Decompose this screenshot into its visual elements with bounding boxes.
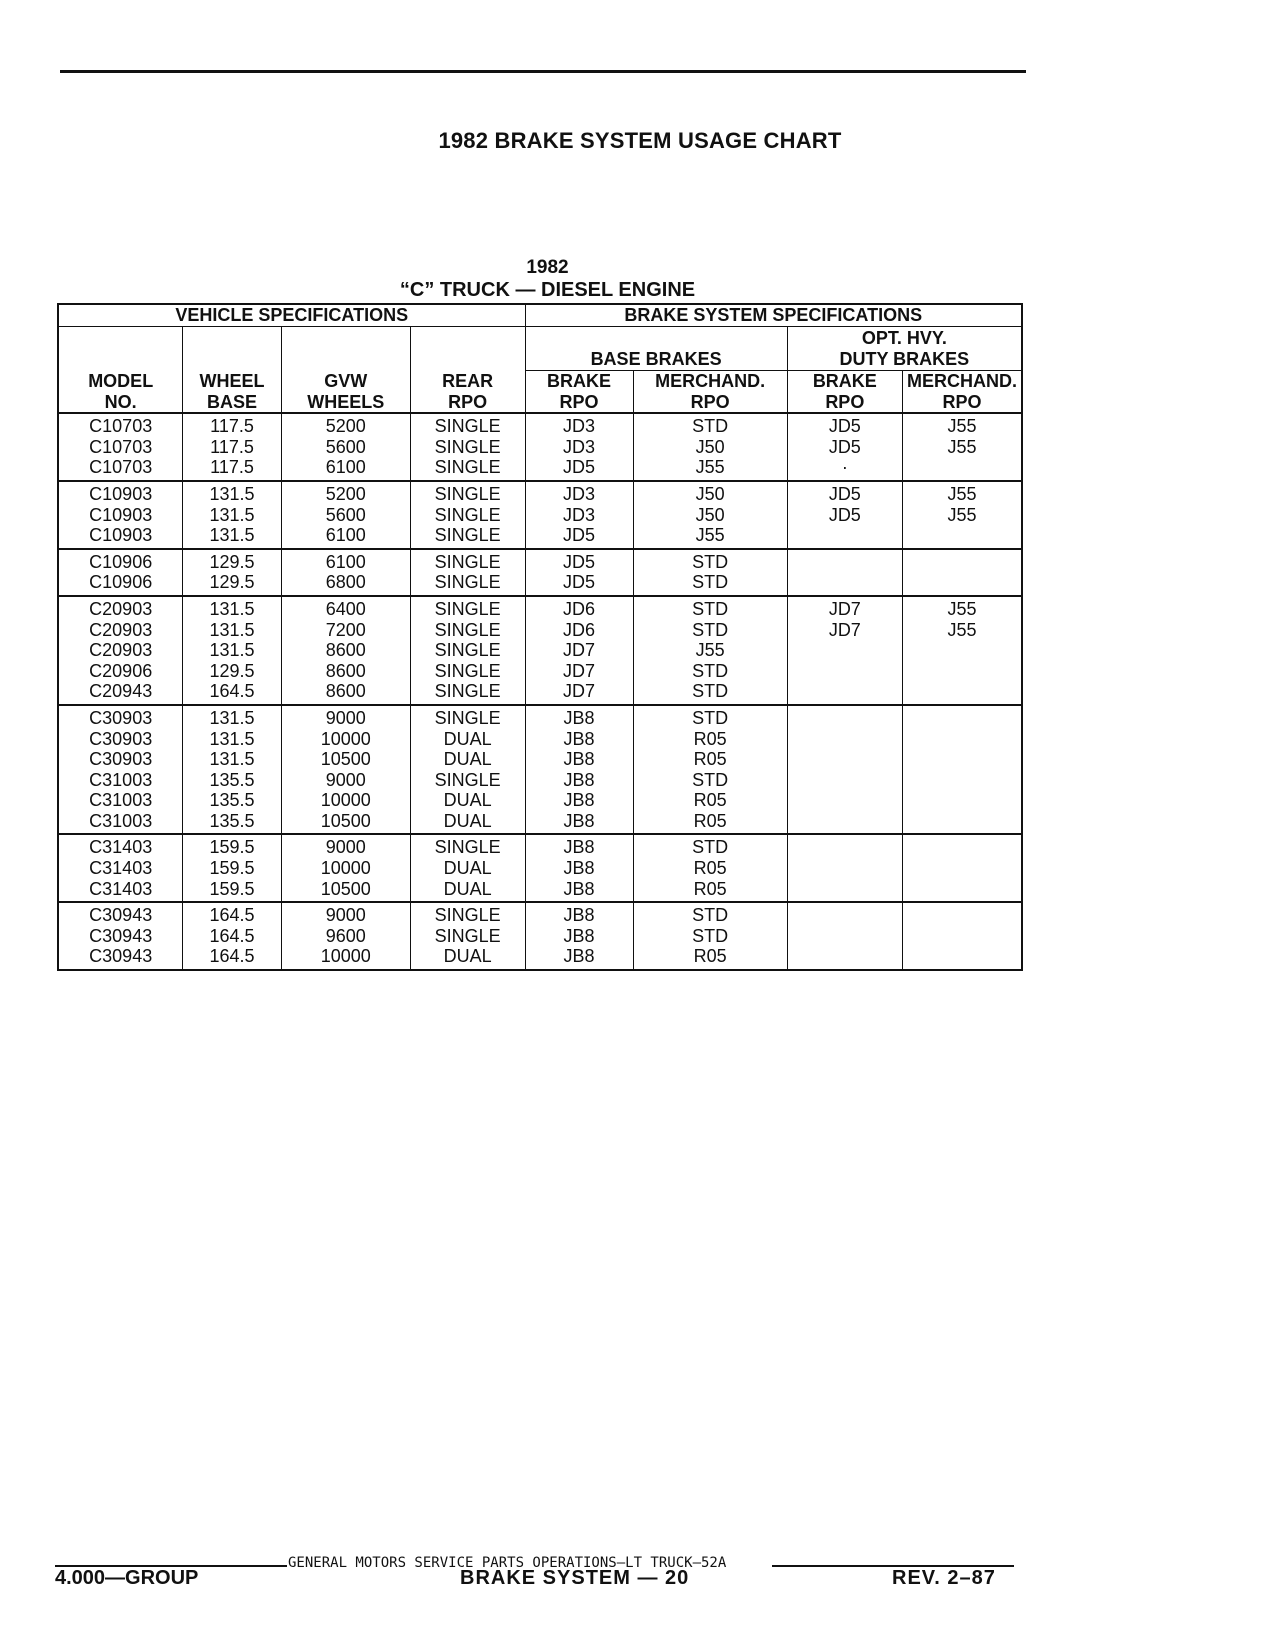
cell-value: JD6: [563, 619, 596, 640]
cell-value: J55: [947, 598, 977, 619]
cell-value: JD5: [563, 572, 596, 593]
cell-value: 131.5: [209, 483, 255, 504]
brake-rpo-cell: [525, 596, 633, 705]
cell-value: JB8: [563, 858, 595, 879]
cell-value: SINGLE: [434, 925, 501, 946]
cell-value: [903, 640, 1021, 661]
cell-value: JB8: [563, 769, 595, 790]
cell-value: J55: [695, 525, 725, 546]
header-spacer: [58, 327, 183, 371]
opt-merchand-rpo-cell: [903, 481, 1023, 549]
cell-value: C10903: [89, 483, 153, 504]
opt-brake-rpo-cell: [787, 902, 902, 970]
cell-value: [903, 708, 1021, 729]
cell-value: 6400: [325, 598, 366, 619]
cell-value: SINGLE: [434, 416, 501, 437]
rear-rpo-cell: [410, 481, 525, 549]
cell-value: [788, 879, 902, 900]
cell-value: 159.5: [209, 858, 255, 879]
cell-value: STD: [692, 572, 729, 593]
cell-value: C30903: [89, 749, 153, 770]
model-no-cell: [58, 902, 183, 970]
cell-value: C10703: [89, 457, 153, 478]
wheel-base-cell: [183, 481, 281, 549]
col-model-no: MODEL NO.: [58, 371, 183, 414]
cell-value: [788, 749, 902, 770]
cell-value: SINGLE: [434, 483, 501, 504]
opt-brake-rpo-cell: [787, 705, 902, 835]
cell-value: C20903: [89, 640, 153, 661]
rear-rpo-cell: [410, 413, 525, 481]
cell-value: SINGLE: [434, 457, 501, 478]
cell-value: [903, 858, 1021, 879]
cell-value: JB8: [563, 946, 595, 967]
cell-value: [903, 457, 1021, 478]
cell-value: JB8: [563, 749, 595, 770]
cell-value: 9000: [325, 707, 366, 728]
cell-value: C30943: [89, 905, 153, 926]
cell-value: 117.5: [210, 457, 254, 478]
cell-value: C10903: [89, 525, 153, 546]
cell-value: [903, 837, 1021, 858]
cell-value: 10000: [320, 728, 371, 749]
col-opt-merchand-rpo: MERCHAND. RPO: [903, 371, 1023, 414]
cell-value: 117.5: [210, 416, 254, 437]
cell-value: C10906: [89, 572, 153, 593]
cell-value: [788, 926, 902, 947]
col-opt-brake-rpo: BRAKE RPO: [787, 371, 902, 414]
cell-value: 10000: [320, 946, 371, 967]
cell-value: R05: [693, 858, 727, 879]
cell-value: 129.5: [209, 551, 255, 572]
cell-value: DUAL: [443, 878, 492, 899]
cell-value: [903, 552, 1021, 573]
cell-value: SINGLE: [434, 572, 501, 593]
cell-value: C31403: [89, 837, 153, 858]
table-subtitle: “C” TRUCK — DIESEL ENGINE: [399, 279, 696, 301]
cell-value: SINGLE: [434, 598, 501, 619]
cell-value: [788, 708, 902, 729]
brake-rpo-cell: [525, 549, 633, 596]
cell-value: J55: [947, 619, 977, 640]
cell-value: JD7: [563, 681, 596, 702]
page-title: 1982 BRAKE SYSTEM USAGE CHART: [438, 128, 842, 153]
opt-hvy-line1: OPT. HVY.: [861, 327, 947, 348]
cell-value: JB8: [563, 790, 595, 811]
cell-value: J55: [947, 504, 977, 525]
cell-value: 131.5: [209, 749, 255, 770]
brake-rpo-cell: [525, 413, 633, 481]
cell-value: [903, 729, 1021, 750]
cell-value: JB8: [563, 837, 595, 858]
opt-merchand-rpo-cell: [903, 902, 1023, 970]
cell-value: SINGLE: [434, 707, 501, 728]
cell-value: 10500: [320, 810, 371, 831]
cell-value: J55: [695, 457, 725, 478]
cell-value: C30943: [89, 925, 153, 946]
table-group: [58, 902, 1022, 970]
table-row: [58, 705, 1022, 835]
brake-system-specifications-header: BRAKE SYSTEM SPECIFICATIONS: [525, 304, 1022, 327]
cell-value: C10906: [89, 551, 153, 572]
cell-value: JD7: [563, 660, 596, 681]
brake-rpo-cell: [525, 902, 633, 970]
cell-value: [788, 905, 902, 926]
cell-value: 5200: [325, 416, 366, 437]
cell-value: 164.5: [209, 925, 255, 946]
opt-merchand-rpo-cell: [903, 596, 1023, 705]
col-gvw-wheels: GVW WHEELS: [281, 371, 410, 414]
cell-value: JD7: [828, 598, 861, 619]
cell-value: 5600: [325, 436, 366, 457]
cell-value: SINGLE: [434, 436, 501, 457]
cell-value: STD: [692, 598, 729, 619]
cell-value: ·: [841, 457, 848, 478]
cell-value: 9600: [325, 925, 366, 946]
cell-value: C20943: [89, 681, 153, 702]
table-row: [58, 413, 1022, 481]
cell-value: 10500: [320, 749, 371, 770]
cell-value: 9000: [325, 769, 366, 790]
gvw-cell: [281, 834, 410, 902]
cell-value: 6100: [325, 457, 366, 478]
cell-value: 131.5: [209, 707, 255, 728]
cell-value: JD5: [828, 483, 861, 504]
cell-value: J50: [695, 436, 725, 457]
brake-rpo-cell: [525, 705, 633, 835]
cell-value: JB8: [563, 810, 595, 831]
cell-value: [903, 790, 1021, 811]
cell-value: DUAL: [443, 790, 492, 811]
rear-rpo-cell: [410, 834, 525, 902]
cell-value: 159.5: [209, 878, 255, 899]
cell-value: SINGLE: [434, 837, 501, 858]
cell-value: C30903: [89, 707, 153, 728]
cell-value: C30903: [89, 728, 153, 749]
merchand-rpo-cell: [633, 596, 787, 705]
cell-value: C10703: [89, 416, 153, 437]
wheel-base-cell: [183, 834, 281, 902]
cell-value: [788, 946, 902, 967]
cell-value: R05: [693, 810, 727, 831]
cell-value: JD5: [563, 525, 596, 546]
cell-value: [788, 790, 902, 811]
cell-value: [788, 837, 902, 858]
table-group: [58, 705, 1022, 835]
cell-value: STD: [692, 925, 729, 946]
cell-value: SINGLE: [434, 525, 501, 546]
col-wheel-base: WHEEL BASE: [183, 371, 281, 414]
table-group: [58, 596, 1022, 705]
cell-value: JB8: [563, 707, 595, 728]
cell-value: SINGLE: [434, 640, 501, 661]
cell-value: [903, 525, 1021, 546]
header-spacer: [183, 327, 281, 371]
cell-value: [788, 661, 902, 682]
cell-value: C31403: [89, 878, 153, 899]
opt-merchand-rpo-cell: [903, 705, 1023, 835]
cell-value: STD: [692, 681, 729, 702]
merchand-rpo-cell: [633, 705, 787, 835]
opt-brake-rpo-cell: [787, 549, 902, 596]
cell-value: C10703: [89, 436, 153, 457]
cell-value: STD: [692, 707, 729, 728]
model-no-cell: [58, 413, 183, 481]
table-row: [58, 902, 1022, 970]
cell-value: [903, 681, 1021, 702]
cell-value: 164.5: [209, 681, 255, 702]
cell-value: R05: [693, 878, 727, 899]
cell-value: 10000: [320, 790, 371, 811]
cell-value: [788, 811, 902, 832]
cell-value: [788, 729, 902, 750]
cell-value: C10903: [89, 504, 153, 525]
cell-value: DUAL: [443, 728, 492, 749]
footer-group: 4.000—GROUP: [55, 1567, 199, 1589]
cell-value: [788, 572, 902, 593]
cell-value: R05: [693, 728, 727, 749]
cell-value: STD: [692, 619, 729, 640]
cell-value: 131.5: [209, 598, 255, 619]
cell-value: [788, 640, 902, 661]
cell-value: JD5: [828, 416, 861, 437]
cell-value: J50: [695, 483, 725, 504]
cell-value: 6100: [325, 525, 366, 546]
table-group: [58, 549, 1022, 596]
cell-value: JD3: [563, 416, 596, 437]
footer-section: BRAKE SYSTEM — 20: [460, 1567, 690, 1589]
cell-value: [788, 525, 902, 546]
cell-value: [788, 858, 902, 879]
brake-rpo-cell: [525, 834, 633, 902]
cell-value: JD3: [563, 504, 596, 525]
opt-hvy-duty-header: [787, 327, 1022, 371]
cell-value: 135.5: [209, 790, 255, 811]
base-brakes-header: BASE BRAKES: [525, 327, 787, 371]
cell-value: JB8: [563, 925, 595, 946]
col-merchand-rpo: MERCHAND. RPO: [633, 371, 787, 414]
opt-merchand-rpo-cell: [903, 834, 1023, 902]
table-group: [58, 481, 1022, 549]
opt-hvy-line2: DUTY BRAKES: [839, 348, 970, 369]
cell-value: JD6: [563, 598, 596, 619]
cell-value: 5200: [325, 483, 366, 504]
cell-value: C20906: [89, 660, 153, 681]
cell-value: SINGLE: [434, 769, 501, 790]
cell-value: [903, 926, 1021, 947]
cell-value: 9000: [325, 905, 366, 926]
merchand-rpo-cell: [633, 549, 787, 596]
cell-value: JB8: [563, 905, 595, 926]
cell-value: C31003: [89, 769, 153, 790]
cell-value: 131.5: [209, 525, 255, 546]
cell-value: JD7: [563, 640, 596, 661]
cell-value: 7200: [325, 619, 366, 640]
cell-value: [903, 811, 1021, 832]
cell-value: 5600: [325, 504, 366, 525]
wheel-base-cell: [183, 902, 281, 970]
table-year: 1982: [526, 257, 569, 278]
cell-value: J55: [695, 640, 725, 661]
cell-value: 135.5: [209, 769, 255, 790]
cell-value: 129.5: [209, 660, 255, 681]
cell-value: 10500: [320, 878, 371, 899]
cell-value: SINGLE: [434, 619, 501, 640]
gvw-cell: [281, 902, 410, 970]
cell-value: C30943: [89, 946, 153, 967]
cell-value: 9000: [325, 837, 366, 858]
wheel-base-cell: [183, 596, 281, 705]
merchand-rpo-cell: [633, 481, 787, 549]
cell-value: 8600: [325, 640, 366, 661]
wheel-base-cell: [183, 549, 281, 596]
cell-value: 10000: [320, 858, 371, 879]
header-spacer: [410, 327, 525, 371]
cell-value: [903, 770, 1021, 791]
header-spacer: [281, 327, 410, 371]
wheel-base-cell: [183, 413, 281, 481]
model-no-cell: [58, 481, 183, 549]
rear-rpo-cell: [410, 596, 525, 705]
cell-value: SINGLE: [434, 681, 501, 702]
cell-value: 131.5: [209, 504, 255, 525]
cell-value: C20903: [89, 619, 153, 640]
opt-merchand-rpo-cell: [903, 549, 1023, 596]
wheel-base-cell: [183, 705, 281, 835]
cell-value: [788, 681, 902, 702]
opt-merchand-rpo-cell: [903, 413, 1023, 481]
cell-value: DUAL: [443, 810, 492, 831]
cell-value: 135.5: [209, 810, 255, 831]
cell-value: SINGLE: [434, 905, 501, 926]
opt-brake-rpo-cell: [787, 596, 902, 705]
opt-brake-rpo-cell: [787, 481, 902, 549]
cell-value: JD3: [563, 483, 596, 504]
cell-value: J55: [947, 483, 977, 504]
cell-value: 131.5: [209, 619, 255, 640]
cell-value: STD: [692, 837, 729, 858]
cell-value: SINGLE: [434, 660, 501, 681]
cell-value: JD5: [828, 436, 861, 457]
col-brake-rpo: BRAKE RPO: [525, 371, 633, 414]
cell-value: R05: [693, 946, 727, 967]
cell-value: JD5: [828, 504, 861, 525]
table-group: [58, 413, 1022, 481]
table-row: [58, 549, 1022, 596]
cell-value: 159.5: [209, 837, 255, 858]
cell-value: SINGLE: [434, 551, 501, 572]
cell-value: JB8: [563, 878, 595, 899]
model-no-cell: [58, 834, 183, 902]
cell-value: [903, 749, 1021, 770]
cell-value: [903, 879, 1021, 900]
cell-value: C31403: [89, 858, 153, 879]
cell-value: C31003: [89, 810, 153, 831]
cell-value: J55: [947, 436, 977, 457]
cell-value: 129.5: [209, 572, 255, 593]
cell-value: 131.5: [209, 728, 255, 749]
cell-value: [903, 946, 1021, 967]
cell-value: R05: [693, 749, 727, 770]
cell-value: JB8: [563, 728, 595, 749]
model-no-cell: [58, 705, 183, 835]
cell-value: C20903: [89, 598, 153, 619]
merchand-rpo-cell: [633, 834, 787, 902]
opt-brake-rpo-cell: [787, 413, 902, 481]
table-row: [58, 834, 1022, 902]
rear-rpo-cell: [410, 705, 525, 835]
cell-value: 131.5: [209, 640, 255, 661]
cell-value: SINGLE: [434, 504, 501, 525]
brake-rpo-cell: [525, 481, 633, 549]
cell-value: 6800: [325, 572, 366, 593]
gvw-cell: [281, 705, 410, 835]
cell-value: JD3: [563, 436, 596, 457]
cell-value: [903, 661, 1021, 682]
cell-value: 164.5: [209, 946, 255, 967]
col-rear-rpo: REAR RPO: [410, 371, 525, 414]
cell-value: JD5: [563, 457, 596, 478]
gvw-cell: [281, 481, 410, 549]
cell-value: 164.5: [209, 905, 255, 926]
brake-usage-table: [57, 303, 1023, 971]
cell-value: 6100: [325, 551, 366, 572]
cell-value: STD: [692, 660, 729, 681]
cell-value: JD7: [828, 619, 861, 640]
gvw-cell: [281, 596, 410, 705]
cell-value: STD: [692, 905, 729, 926]
table-row: [58, 596, 1022, 705]
cell-value: DUAL: [443, 749, 492, 770]
cell-value: JD5: [563, 551, 596, 572]
footer-revision: REV. 2–87: [892, 1567, 996, 1589]
top-rule: [60, 70, 1026, 73]
cell-value: [903, 905, 1021, 926]
opt-brake-rpo-cell: [787, 834, 902, 902]
gvw-cell: [281, 549, 410, 596]
cell-value: [788, 770, 902, 791]
footer-operations: GENERAL MOTORS SERVICE PARTS OPERATIONS—LT TRUCK—52A: [288, 1555, 727, 1571]
cell-value: J55: [947, 416, 977, 437]
rear-rpo-cell: [410, 549, 525, 596]
cell-value: [788, 552, 902, 573]
merchand-rpo-cell: [633, 902, 787, 970]
cell-value: DUAL: [443, 858, 492, 879]
cell-value: [903, 572, 1021, 593]
cell-value: C31003: [89, 790, 153, 811]
table-row: [58, 481, 1022, 549]
vehicle-specifications-header: VEHICLE SPECIFICATIONS: [58, 304, 525, 327]
cell-value: R05: [693, 790, 727, 811]
cell-value: J50: [695, 504, 725, 525]
model-no-cell: [58, 549, 183, 596]
cell-value: DUAL: [443, 946, 492, 967]
gvw-cell: [281, 413, 410, 481]
cell-value: 8600: [325, 660, 366, 681]
merchand-rpo-cell: [633, 413, 787, 481]
cell-value: 8600: [325, 681, 366, 702]
table-group: [58, 834, 1022, 902]
rear-rpo-cell: [410, 902, 525, 970]
cell-value: STD: [692, 769, 729, 790]
cell-value: 117.5: [210, 436, 254, 457]
model-no-cell: [58, 596, 183, 705]
cell-value: STD: [692, 416, 729, 437]
cell-value: STD: [692, 551, 729, 572]
